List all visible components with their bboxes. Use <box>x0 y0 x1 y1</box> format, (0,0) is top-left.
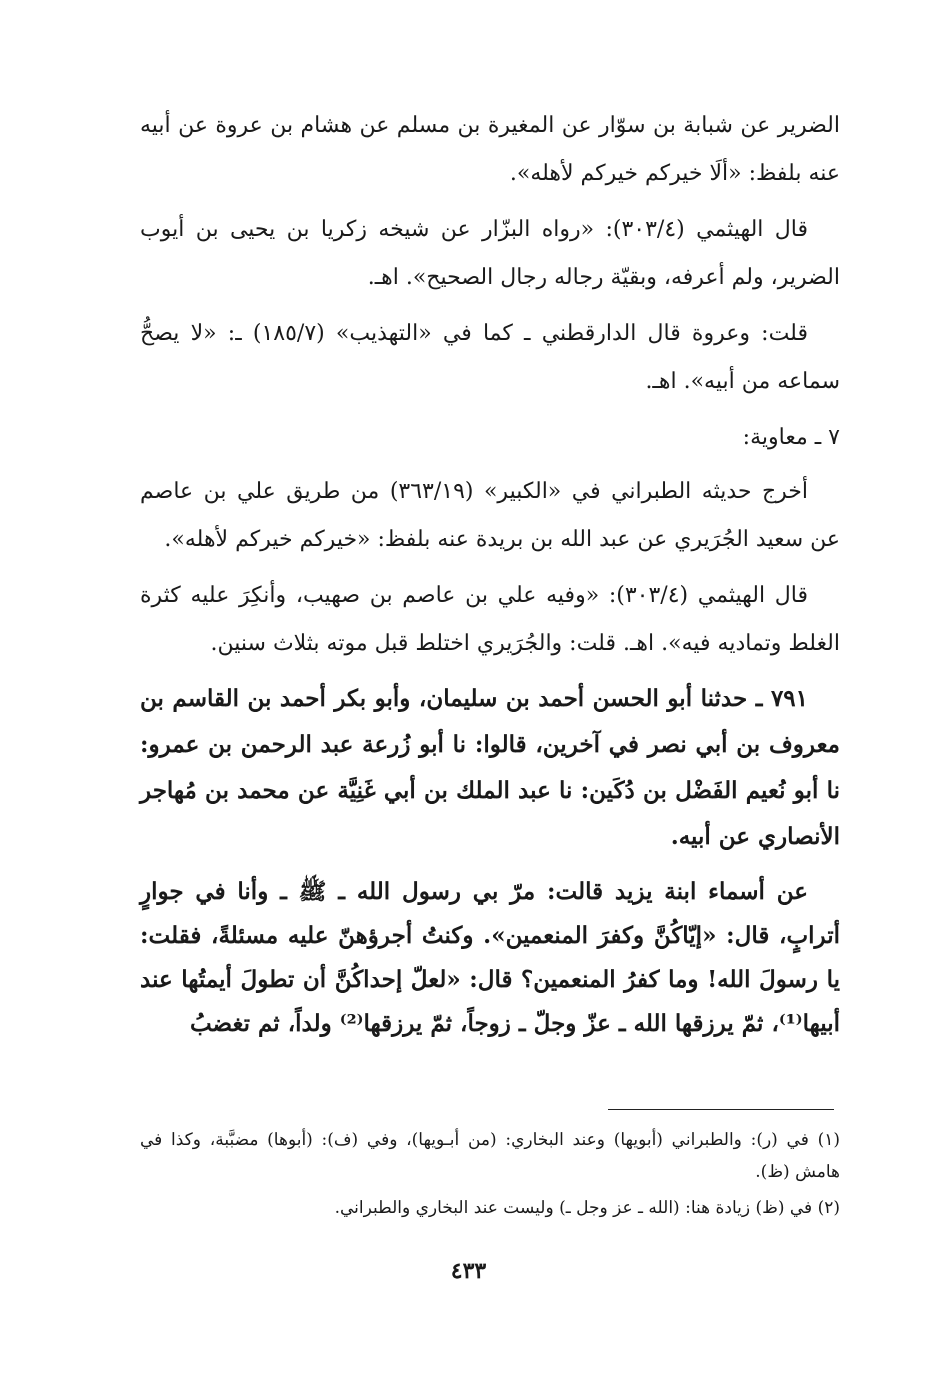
hadith-isnad: ٧٩١ ـ حدثنا أبو الحسن أحمد بن سليمان، وأبو بكر أحمد بن القاسم بن معروف بن أبي نصر في آخرين، قالوا: نا أبو زُرعة عبد الرحمن بن عمرو: نا أبو نُعيم الفَضْل بن دُكَين: نا عبد الملك بن أبي غَنِيَّة عن محمد بن مُهاجر الأنصاري عن أبيه. <box>140 685 840 850</box>
paragraph-3: قلت: وعروة قال الدارقطني ـ كما في «التهذيب» (١٨٥/٧) ـ: «لا يصحُّ سماعه من أبيه». اهـ. <box>140 321 840 394</box>
section-heading: ٧ ـ معاوية: <box>742 425 840 450</box>
main-text <box>140 102 840 1054</box>
paragraph-2: قال الهيثمي (٣٠٣/٤): «رواه البزّار عن شيخه زكريا بن يحيى بن أيوب الضرير، ولم أعرفه، وبقيّة رجاله رجال الصحيح». اهـ. <box>140 217 840 290</box>
footnotes <box>140 1124 840 1228</box>
hadith-matn: عن أسماء ابنة يزيد قالت: مرّ بي رسول الله ـ ﷺ ـ وأنا في جوارٍ أترابٍ، قال: «إيّاكُنَّ وكفرَ المنعمين». وكنتُ أجرؤهنّ عليه مسئلةً، فقلت: يا رسولَ الله! وما كفرُ المنعمين؟ قال: «لعلّ إحداكُنَّ أن تطولَ أيمتُها عند أبيها⁽¹⁾، ثمّ يرزقها الله ـ عزّ وجلّ ـ زوجاً، ثمّ يرزقها⁽²⁾ ولداً، ثم تغضبُ <box>140 878 840 1037</box>
footnote-divider <box>608 1109 834 1110</box>
paragraph-4: أخرج حديثه الطبراني في «الكبير» (٣٦٣/١٩) من طريق علي بن عاصم عن سعيد الجُرَيري عن عبد الله بن بريدة عنه بلفظ: «خيركم خيركم لأهله». <box>140 479 840 552</box>
page-number: ٤٣٣ <box>450 1258 487 1284</box>
footnote-1: (١) في (ر): والطبراني (أبويها) وعند البخاري: (من أبـويها)، وفي (ف): (أبوها) مضبَّبة، وكذا في هامش (ظ). <box>140 1130 840 1182</box>
paragraph-1: الضرير عن شبابة بن سوّار عن المغيرة بن مسلم عن هشام بن عروة عن أبيه عنه بلفظ: «ألَا خيركم خيركم لأهله». <box>140 113 840 186</box>
paragraph-5: قال الهيثمي (٣٠٣/٤): «وفيه علي بن عاصم بن صهيب، وأنكِرَ عليه كثرة الغلط وتماديه فيه». اهـ. قلت: والجُرَيري اختلط قبل موته بثلاث سنين. <box>140 583 840 656</box>
footnote-2: (٢) في (ظ) زيادة هنا: (الله ـ عز وجل ـ) وليست عند البخاري والطبراني. <box>334 1198 840 1218</box>
